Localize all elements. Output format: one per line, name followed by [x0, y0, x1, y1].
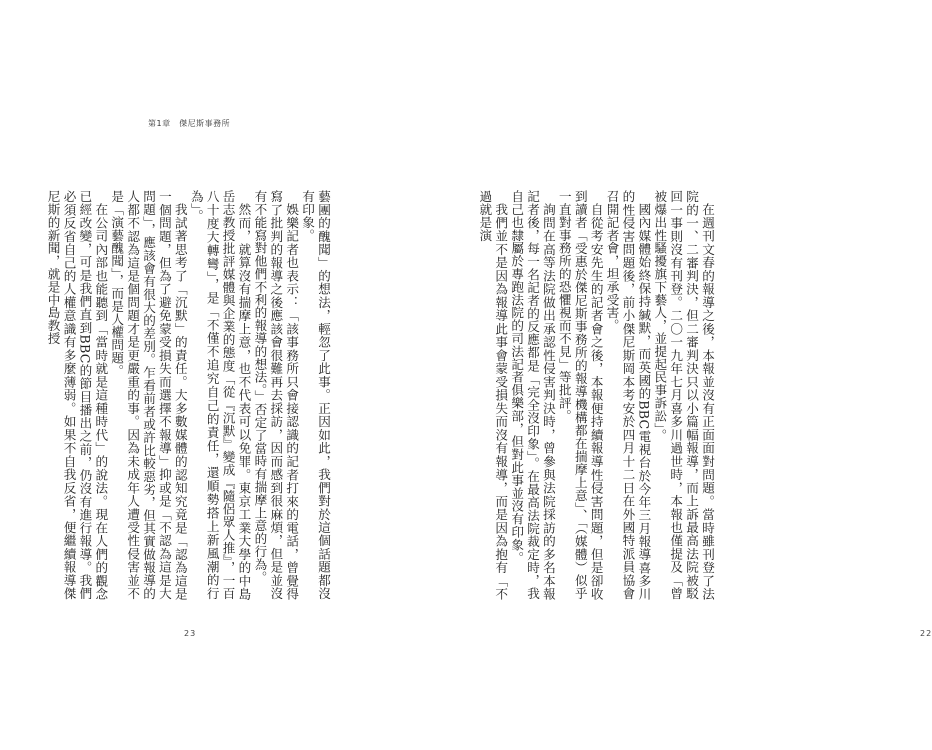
- paragraph: 藝團的醜聞」的想法，輕忽了此事。正因如此，我們對於這個話題都沒有印象。: [300, 190, 331, 600]
- paragraph: 娛樂記者也表示：「該事務所只會接認識的記者打來的電話，曾覺得寫了批判的報導之後應該會很難再去採訪，因而感到很麻煩，但是並沒有不能寫對他們不利的報導的想法。」否定了當時有揣摩上意的行為。: [252, 190, 300, 600]
- right-page: [375, 0, 932, 750]
- right-page-body-text: [423, 190, 715, 600]
- page-number: 22: [920, 629, 932, 638]
- paragraph: 然而，就算沒有揣摩上意，也不代表可以免罪。東京工業大學的中島岳志教授批評媒體與企業的態度「從『沉默』變成『隨侶眾人推』，一百八十度大轉彎」，是「不僅不追究自己的責任，還順勢搭上新風潮的行為」。: [188, 190, 252, 600]
- paragraph: 自從考安先生的記者會之後，本報便持續報導性侵害問題，但是卻收到讀者「受惠於傑尼斯事務所的報導機構都在揣摩上意」、「（媒體）似乎一直對事務所的恐懼視而不見」等批評。: [556, 190, 604, 600]
- paragraph: 國內媒體始終保持緘默，而英國的BBC電視台於今年三月報導喜多川的性侵害問題後，前小傑尼斯岡本考安於四月十二日在外國特派員協會召開記者會，坦承受害。: [604, 190, 652, 600]
- paragraph: 在公司內部也能聽到「當時就是這種時代」的說法。現在人們的觀念已經改變，可是我們直到BBC的節目播出之前，仍沒有進行報導。我們必須反省自己的人權意識有多麼薄弱。如果不自我反省，便繼續報導傑尼斯的新聞，就是中島教授: [45, 190, 109, 600]
- paragraph: 我試著思考了「沉默」的責任。大多數媒體的認知究竟是「認為這是一個問題，但為了避免蒙受損失而選擇不報導」抑或是「不認為這是大問題」，應該會有很大的差別。乍看前者或許比較惡劣，但其實做報導的人都不認為這是個問題才是更嚴重的事。因為未成年人遭受性侵害並不是「演藝醜聞」，而是人權問題。: [109, 190, 188, 600]
- paragraph: 我們並不是因為報導此事會蒙受損失而沒有報導，而是因為抱有「不過就是演: [477, 190, 509, 600]
- left-page-body-text: [45, 190, 331, 600]
- paragraph: 在週刊文春的報導之後，本報並沒有正面面對問題。當時雖刊登了法院的一、二審判決，但二審判決只以小篇幅報導，而上訴最高法院被駁回一事則沒有刊登。二〇一九年七月喜多川過世時，本報也僅提及「曾被爆出性騷擾旗下藝人，並提起民事訴訟」。: [652, 190, 715, 600]
- left-page: [0, 0, 375, 750]
- page-number: 23: [184, 629, 197, 638]
- running-header: 第1章 傑尼斯事務所: [148, 119, 231, 128]
- paragraph: 詢問在高等法院做出承認性侵害判決時，曾參與法院採訪的多名本報記者後，每一名記者的反應都是「完全沒印象」。在最高法院裁定時，我自己也隸屬於專跑法院的司法記者俱樂部，但對此事並沒有印象。: [509, 190, 556, 600]
